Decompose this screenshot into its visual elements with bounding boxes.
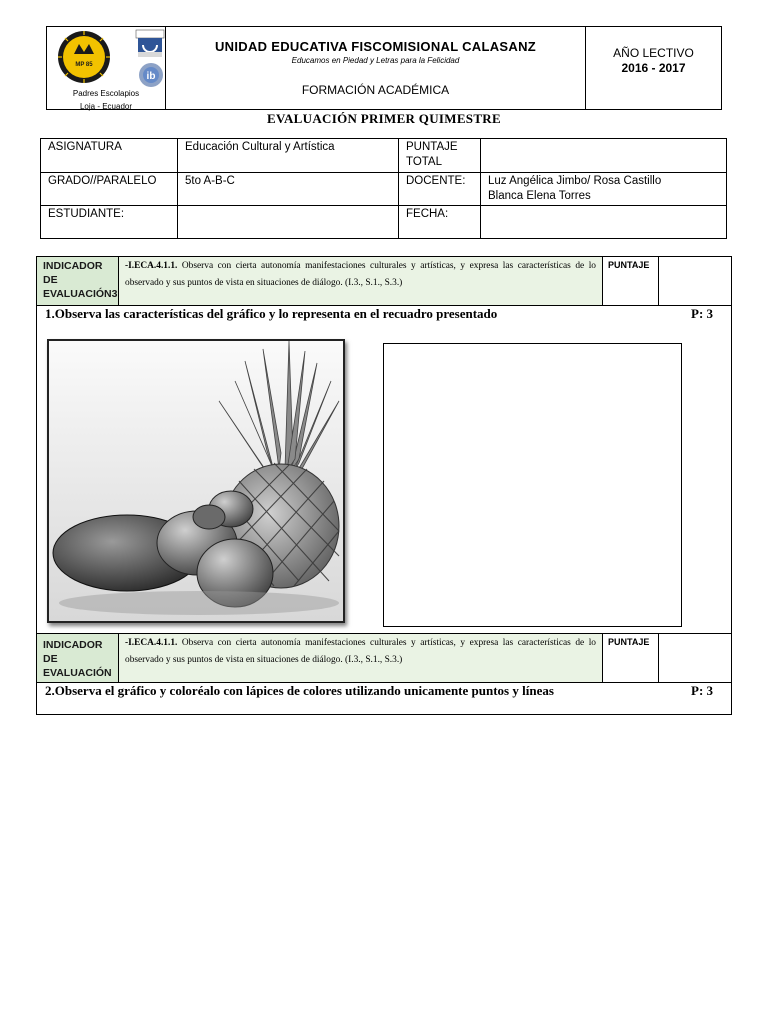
fecha-field[interactable]	[481, 206, 726, 238]
indicator-code-2: -I.ECA.4.1.1.	[125, 638, 178, 648]
logo-cell	[47, 27, 166, 109]
grado-label: GRADO//PARALELO	[48, 175, 157, 187]
ib-logo	[138, 62, 164, 88]
puntaje-field-1[interactable]	[659, 257, 731, 305]
question-1-points: P: 3	[691, 306, 714, 321]
year-label: AÑO LECTIVO	[613, 46, 694, 60]
year-value: 2016 - 2017	[621, 61, 686, 75]
school-name: UNIDAD EDUCATIVA FISCOMISIONAL CALASANZ	[214, 39, 537, 54]
student-info-table	[40, 138, 727, 239]
assessment-frame	[36, 256, 732, 715]
grado-value: 5to A-B-C	[185, 175, 235, 187]
puntaje-field-2[interactable]	[659, 634, 731, 682]
padres-line-2: Loja - Ecuador	[79, 102, 133, 111]
pineapple-still-life-illustration	[49, 341, 343, 621]
puntaje-total-label	[399, 139, 480, 171]
school-motto: Educamos en Piedad y Letras para la Felicidad	[291, 56, 460, 65]
indicator-text-2: Observa con cierta autonomía manifestaciones culturales y artísticas, y expresa las características de lo observado y sus puntos de vista en situaciones de diálogo. (I.3., S.1., S.3.)	[125, 638, 596, 665]
school-info-cell	[166, 27, 586, 109]
padres-caption	[47, 87, 165, 113]
docente-label: DOCENTE:	[406, 175, 466, 187]
indicator-label-2	[37, 634, 119, 682]
question-2-points: P: 3	[691, 683, 714, 698]
evaluation-title: EVALUACIÓN PRIMER QUIMESTRE	[267, 111, 501, 126]
school-year-cell	[586, 27, 721, 109]
indicator-description-1	[119, 257, 603, 305]
indicator-label-1	[37, 257, 119, 305]
docente-line-1: Luz Angélica Jimbo/ Rosa Castillo	[488, 175, 662, 187]
docente-value	[481, 173, 726, 205]
estudiante-field[interactable]	[178, 206, 398, 238]
puntaje-label-line-1: PUNTAJE	[406, 141, 458, 153]
indicator-label-2-line-1: INDICADOR DE	[43, 639, 103, 665]
padres-line-1: Padres Escolapios	[72, 89, 140, 98]
fruit-drawing-image	[47, 339, 345, 623]
document-header	[46, 26, 722, 110]
svg-text:ib: ib	[146, 71, 156, 82]
docente-line-2: Blanca Elena Torres	[488, 190, 591, 202]
asignatura-label: ASIGNATURA	[48, 141, 122, 153]
puntaje-label-1: PUNTAJE	[603, 257, 659, 305]
indicator-code-1: -I.ECA.4.1.1.	[125, 261, 178, 271]
department-name: FORMACIÓN ACADÉMICA	[301, 83, 450, 97]
indicator-label-1-line-2: EVALUACIÓN3	[43, 288, 118, 300]
school-seal-logo	[57, 30, 111, 84]
estudiante-label: ESTUDIANTE:	[48, 208, 125, 220]
asignatura-value: Educación Cultural y Artística	[185, 141, 335, 153]
puntaje-label-2: PUNTAJE	[603, 634, 659, 682]
indicator-label-1-line-1: INDICADOR DE	[43, 260, 103, 286]
seal-text: MP 85	[75, 62, 93, 68]
indicator-text-1: Observa con cierta autonomía manifestaciones culturales y artísticas, y expresa las características de lo observado y sus puntos de vista en situaciones de diálogo. (I.3., S.1., S.3.)	[125, 261, 596, 288]
indicator-label-2-line-2: EVALUACIÓN	[43, 667, 112, 679]
question-2: 2.Observa el gráfico y coloréalo con lápices de colores utilizando unicamente puntos y líneas	[45, 683, 554, 698]
fecha-label: FECHA:	[406, 208, 449, 220]
indicator-description-2	[119, 634, 603, 682]
drawing-answer-box[interactable]	[383, 343, 682, 627]
puntaje-label-line-2: TOTAL	[406, 156, 442, 168]
question-1: 1.Observa las características del gráfico y lo representa en el recuadro presentado	[45, 306, 498, 321]
puntaje-total-field[interactable]	[481, 139, 726, 172]
accreditation-logo	[135, 29, 165, 61]
